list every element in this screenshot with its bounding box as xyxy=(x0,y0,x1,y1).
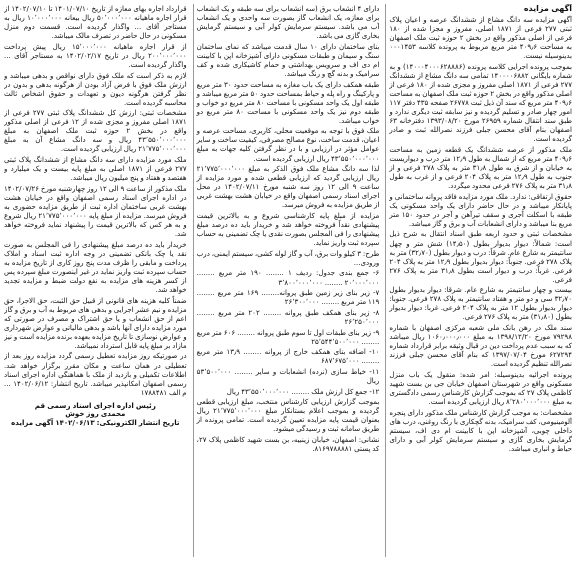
right-paragraph: پرونده اجرائیه بدینوسیله: امر شده: منقول یک باب منزل مسکونی واقع در شهرستان اصفهان خیابان جی بن بست شهید کاظمی پلاک ۲۷ که بموجب گزارش کارشناس رسمی دادگستری به مبلغ ۸٬۲۸۰٬۰۰۰٬۰۰۰ ریال ارزیابی گردیده است. xyxy=(389,369,572,407)
left-paragraph: ضمناً کلیه هزینه های قانونی از قبیل حق الثبت، حق الاجرا، حق مزایده و نیم عشر اجرایی و بدهی های مربوط به آب و برق و گاز اعم از حق انشعاب و یا حق اشتراک و مصرف در صورتی که مورد مزایده دارای آنها باشد و بدهی مالیاتی و عوارض شهرداری و عوارض نوسازی تا تاریخ مزایده بعهده برنده مزایده است و نیز مازاد بر مبلغ پایه قابل استرداد نمیباشد. xyxy=(3,295,187,350)
left-paragraph: در صورتیکه روز مزایده تعطیل رسمی گردد مزایده روز بعد از تعطیلی در همان ساعت و مکان مقرر برگزار خواهد شد. اطلاعات تکمیلی و بازدید از ملک با هماهنگی اداره اجرای اسناد رسمی اصفهان امکانپذیر میباشد. تاریخ انتشار: ۱۴۰۲/۰۶/۱۲ ... م الف ۱۷۸۸۴۸۱ xyxy=(3,351,187,397)
left-paragraph: ملک مورد مزایده دارای سه دانگ مشاع از ششدانگ پلاک ثبتی ۲۷۷ فرعی از ۱۸۷۱ اصلی به مبلغ پایه بیست و یک میلیارد و هفتصد و هفتاد و پنج میلیون ریال میباشد. xyxy=(3,155,187,183)
address-paragraph: نشانی: اصفهان، خیابان زینبیه، بن بست شهید کاظمی پلاک ۲۷، کد پستی ۸۱۶۹۷۸۸۸۸۱. xyxy=(196,435,380,454)
left-paragraph: از قرار اجاره ماهیانه ۱۵٬۰۰۰٬۰۰۰ ریال پیش پرداخت ۲۰۰٬۰۰۰٬۰۰۰ ریال در تاریخ ۱۴۰۲/۰۲/۱۷ به مستاجر آقای ... واگذار گردیده است. xyxy=(3,41,187,69)
middle-paragraph: بنای ساختمان دارای ۱۰ سال قدمت میباشد که نمای ساختمان سنگ و سیمان و طبقات مسکونی دارای آشپزخانه اپن با کابینت ام دی اف و سرویس بهداشتی و حمام کاشیکاری شده و کف سرامیک و بدنه گچ و رنگ میباشد. xyxy=(196,41,380,78)
valuation-row: ۶- جمع بندی جدول: ردیف ۱ ........ ۱۹۰ متر مربع ........ ۲۰٬۰۰۰٬۰۰۰ ........ ۳٬۸۰۰٬۰۰۰٬۰۰۰ xyxy=(196,268,380,287)
right-paragraph: مشخصات ثبتی و حدود اربعه طبق اسناد انتقال به شرح ذیل است: شمالاً: دیوار بدیوار بطول (۱۴٫۵۰) شش متر و چهل سانتیمتر به شارع عام. شرقاً: درب و دیوار بطول (۳۲٫۷۰) متر به پلاک ۲۷۸ فرعی. جنوباً: دیوار بدیوار بطول ۱۲٫۹ متر به پلاک ۲۰۴ فرعی. غرباً: درب و دیوار است بطول ۳۱٫۸ متر به پلاک ۲۷۶ فرعی. xyxy=(389,229,572,284)
right-paragraph: سند ملک در رهن بانک ملی شعبه مرکزی اصفهان با شماره ۷۹۲۹۸ مورخ ۱۳۹۸/۱۲/۲۰ به مبلغ ۱۰۶۰٫۰۰۰٫۰۰۰ ریال میباشد که به سبب عدم پرداخت دین در قبال وثیقه برابر قرارداد شماره ۶۲۷۲۹۴ مورخ ۱۳۹۷/۰۷/۰۴ که بنام آقای محسن جبلی فرزند نصرالله تنظیم گردیده است. xyxy=(389,323,572,369)
valuation-row: ۱۲- جمع کل ارزش ملک ........ ۴۳٬۵۵۰٬۰۰۰٬۰۰۰ ریال xyxy=(226,386,380,396)
signature-title: رئیس اداره اجرای اسناد رسمی قم xyxy=(34,400,156,410)
middle-paragraph: بموجب گزارش ارزیابی کارشناس منتخب، مبلغ ارزیابی قطعی گردیده و بموجب اعلام بستانکار مبلغ ۲۱٬۷۷۵٬۰۰۰٬۰۰۰ ریال بعنوان قیمت پایه مزایده تعیین گردیده است. تمامی پرونده از طریق سامانه ثبت و رسیدگی میشود. xyxy=(196,397,380,434)
left-paragraph: قرارداد اجاره بهای معازه از تاریخ ۱۴۰۱/۰۷/۱۰ تا ۱۴۰۲/۰۷/۱۰ از قرار اجاره ماهیانه ۵۰٬۰۰۰٬۰۰۰ ریال بیعانه ۱۰٬۰۰۰٬۰۰۰ ریال به مستاجر آقای ... واگذار گردیده است. قسمت دوم منزل مسکونی در حال حاضر در تصرف مالک میباشد. xyxy=(3,4,187,41)
valuation-row: ۱۱- خیاط سازی (نرده) انشعابات و سایر ........ ۵۳٬۵۰۰٬۰۰۰ ریال xyxy=(196,366,380,385)
right-paragraph: مشخصات: به موجب گزارش کارشناس ملک مذکور دارای پنجره آلومینیومی، کف سرامیک، بدنه گچکاری با رنگ روغنی، درب های داخلی چوبی، آشپزخانه اپن با کابینت ام دی اف، سیستم گرمایش بخاری گازی و سیستم سرمایش کولر آبی و دارای حیاط و انباری میباشد. xyxy=(389,407,572,453)
valuation-row: ۹- زیر بنای طبقات اول تا سوم طبق پروانه ........ ۶۰۶ متر مربع ........ ۲۵٬۵۴۴٬۵۰۰٬۰۰۰ xyxy=(196,327,380,346)
valuation-row: ۷- زیر بنای زیر زمین طبق پروانه........ ۱۶۹ متر مربع ........ ۱۱۹ متر مربع ........ ۲۶٬۳۰۰٬۰۰۰ xyxy=(196,288,380,307)
right-paragraph: بیست و چهار سانتیمتر به شارع عام. شرقا: دیوار بدیوار بطول ۳۲٫۷۰ سی و دو متر و هفتاد سانتیمتر به پلاک ۲۷۸ فرعی. جنوبا: دیوار بدیوار بطول ۱۲ متر به پلاک ۲۰۴ فرعی. غربا: دیوار بدیوار بطول (۳۱٫۸۰) متر به پلاک ۲۷۶ فرعی. xyxy=(389,285,572,322)
left-paragraph: مشخصات ثبتی: ارزش کل ششدانگ پلاک ثبتی ۲۷۷ فرعی از ۱۸۷۱ اصلی مفروز و مجزی شده از ۱۲ فرعی از اصلی مذکور واقع در بخش ۲ حوزه ثبت ملک اصفهان به مبلغ ۴۳٬۵۵۰٬۰۰۰٬۰۰۰ ریال و سه دانگ مشاع آن به مبلغ ۲۱٬۷۷۵٬۰۰۰٬۰۰۰ ریال ارزیابی گردیده است. xyxy=(3,108,187,154)
publication-date: تاریخ انتشار الکترونیکی: ۱۴۰۲/۰۶/۱۳ آگهی مزایده xyxy=(11,419,180,428)
middle-paragraph: لذا سه دانگ مشاع ملک فوق الذکر به مبلغ ۲۱٬۷۷۵٬۰۰۰٬۰۰۰ ریال ارزیابی گردید که ارزیابی قطعی شده و مورد مزایده از ساعت ۹ الی ۱۲ روز سه شنبه مورخ ۱۴۰۲/۰۷/۱۱ در محل اجرای اسناد رسمی اصفهان واقع در خیابان هشت بهشت غربی از طریق مزایده به فروش میرسد. xyxy=(196,164,380,210)
left-column xyxy=(4,4,187,557)
right-paragraph: آگهی مزایده سه دانگ مشاع از ششدانگ عرصه و اعیان پلاک ثبتی ۲۷۷ فرعی از ۱۸۷۱ اصلی، مفروز و مجزا شده از ۱۸۰ فرعی از اصلی مذکور واقع در بخش ۲ حوزه ثبت ملک اصفهان به مساحت ۴۰۹٫۶ متر مربع مربوط به پرونده کلاسه ۰۰۰۱۴۵۳ بدینوسیله نیست. xyxy=(389,15,572,61)
middle-paragraph: مزایده از مبلغ پایه کارشناسی شروع و به بالاترین قیمت پیشنهادی نقداً فروخته خواهد شد و خریدار باید ده درصد مبلغ پیشنهادی را فی المجلس بصورت نقدی یا چک تضمینی به حساب سپرده ثبت واریز نماید. xyxy=(196,211,380,248)
middle-paragraph: ملک فوق با توجه به موقعیت محلی، کاربری، مساحت عرصه و اعیان، قدمت ساخت، نوع مصالح مصرفی، کیفیت ساخت و سایر عوامل مؤثر در ارزیابی و با در نظر گرفتن کلیه جهات به مبلغ ۴۳٬۵۵۰٬۰۰۰٬۰۰۰ ریال ارزیابی گردیده است. xyxy=(196,126,380,163)
notice-heading: آگهی مزایده xyxy=(523,4,572,13)
right-paragraph: بموجب پرونده اجرایی کلاسه پرونده (۱۴۰۰۰۴۰۰۰۶۲۸۸۸۶) و به شماره بایگانی ۱۴۰۰۰۰۶۸۸۲ تمامی سه دانگ مشاع از ششدانگ ۲۷۷ فرعی از ۱۸۷۱ اصلی مفروز و مجزی شده از ۱۸۰ فرعی از اصلی مذکور واقع در بخش ۲ حوزه ثبت ملک اصفهان به مساحت ۴۰۹٫۶ متر مربع که سند آن ذیل ثبت ۲۶۷۷۸ صفحه ۴۳۵ دفتر ۱۱۷ امور چهار صادر و تسلیم گردیده و نیز سابقه ثبت دیگری ندارد و طبق سند انتقال شماره ۲۶۹۵۹ مورخ ۱۳۹۳/۰۸/۲۰ دفترخانه ۶۳ اصفهان بنام آقای محسن جبلی فرزند نصرالله ثبت و صادر گردیده است. xyxy=(389,61,572,144)
middle-paragraph: طرح: ۳ کیلو وات برق، آب و گاز لوله کشی، سیستم ایمنی، درب ورودی... xyxy=(196,248,380,267)
middle-column xyxy=(193,4,380,557)
right-paragraph: ملک مذکور از عرصه ششدانگ یک قطعه زمین به مساحت ۴۰۹٫۶ متر مربع که از شمال به طول ۱۲٫۹ متر درب و دیواریست به خیابان و از شرق به طول ۳۱٫۸ متر به پلاک ۲۷۸ فرعی و از جنوب به طول ۱۲٫۹ متر به پلاک ۲۰۴ فرعی و از غرب به طول ۳۱٫۸ متر به پلاک ۲۷۶ فرعی محدود میگردد. xyxy=(389,144,572,191)
right-column xyxy=(385,4,572,557)
valuation-row: ۱۰- اضافه بنای همکف خارج از پروانه ........ ۱۳٫۹ متر مربع ........ ۶۸۷٬۶۷۵٬۰۰۰ xyxy=(196,347,380,366)
middle-paragraph: دارای ۴ انشعاب برق (سه انشعاب برای سه طبقه و یک انشعاب برای معازه، یک انشعاب گاز بصورت سه واحدی و یک انشعاب آب می باشد. سیستم سرمایش کولر آبی و سیستم گرمایش بخاری گازی می باشد. xyxy=(196,4,380,41)
left-paragraph: لازم به ذکر است که ملک فوق دارای نواقص و بدهی میباشد و ارزش ملک فوق با فرض آزاد بودن از هرگونه بدهی و بدون در نظر گرفتن هرگونه دیون و تعهدات و حقوق اشخاص ثالث محاسبه گردیده است. xyxy=(3,70,187,107)
left-paragraph: ملک مذکور از ساعت ۹ الی ۱۲ روز چهارشنبه مورخ ۱۴۰۲/۰۷/۲۶ در اداره اجرای اسناد رسمی اصفهان واقع در خیابان هشت بهشت غربی ساختمان اداره ثبت از طریق مزایده حضوری به فروش میرسد. مزایده از مبلغ پایه ۲۱٬۷۷۵٬۰۰۰٬۰۰۰ ریال شروع و به هر کس که بالاترین قیمت را پیشنهاد نماید فروخته خواهد شد. xyxy=(3,183,187,239)
valuation-row: ۸- زیر بنای همکف طبق پروانه ........ ۲۰۲ متر مربع ........ ۲۶٬۲۵۰٬۰۰۰ xyxy=(196,307,380,326)
left-paragraph: خریدار باید ده درصد مبلغ پیشنهادی را فی المجلس به صورت نقد یا چک بانکی تضمینی در وجه اداره ثبت اسناد و املاک پرداخت و مابقی را ظرف مدت پنج روز کاری از تاریخ مزایده به حساب سپرده ثبت واریز نماید در غیر اینصورت مبلغ سپرده پس از کسر هزینه های مزایده به نفع دولت ضبط و مزایده تجدید خواهد شد. xyxy=(3,239,187,294)
right-paragraph: حقوق ارتفاقی: ندارد. ملک مورد مزایده فاقد پروانه ساختمانی و پایانکار میباشد و در حال حاضر دارای یک واحد مسکونی یک طبقه با اسکلت آجری و سقف تیرآهن و آجر در حدود ۱۵۰ متر مربع بنا میباشد و دارای انشعابات آب و برق و گاز میباشد. xyxy=(389,191,572,228)
signature-name: محمدی روز خوش xyxy=(65,410,126,419)
middle-paragraph: طبقه همکف دارای یک باب مغازه به مساحت حدود ۳۰ متر مربع و پارکینگ و راه پله و حیاط بمساحت حدود ۵۰ متر مربع میباشد و طبقه اول یک واحد مسکونی با مساحت ۸۰ متر مربع دو خواب و طبقه دوم نیز یک واحد مسکونی با مساحت ۸۰ متر مربع دو خواب میباشد. xyxy=(196,79,380,125)
